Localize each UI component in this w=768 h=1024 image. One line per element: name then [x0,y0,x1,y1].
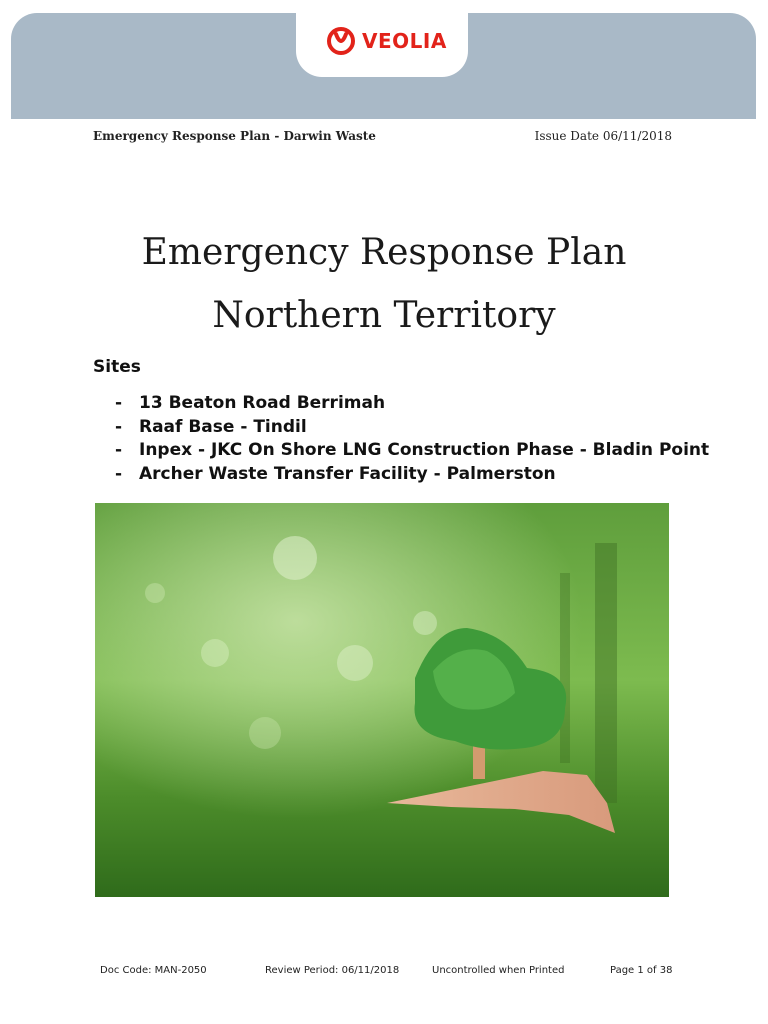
issue-date: Issue Date 06/11/2018 [534,129,672,143]
site-name: Archer Waste Transfer Facility - Palmerston [139,463,556,484]
sites-heading: Sites [93,357,141,377]
document-title: Emergency Response Plan - Darwin Waste [93,129,376,143]
list-item: - 13 Beaton Road Berrimah [93,392,709,416]
site-name: Raaf Base - Tindil [139,416,307,437]
veolia-logo [326,26,447,56]
hand-holding-paper-tree-image [95,503,669,897]
list-item: - Raaf Base - Tindil [93,416,709,440]
veolia-logo-icon [326,26,356,56]
page-title: Emergency Response Plan [141,232,627,273]
footer-control-notice: Uncontrolled when Printed [432,965,565,976]
cover-photo [95,503,669,897]
brand-name: VEOLIA [362,29,447,53]
footer-page-number: Page 1 of 38 [610,965,673,976]
site-name: 13 Beaton Road Berrimah [139,393,386,413]
list-item: - Archer Waste Transfer Facility - Palmerston [93,463,709,487]
footer-doc-code: Doc Code: MAN-2050 [100,965,207,976]
footer-review-period: Review Period: 06/11/2018 [265,965,400,976]
list-item: - Inpex - JKC On Shore LNG Construction Phase - Bladin Point [93,439,709,463]
sites-list [93,392,709,486]
page-subtitle: Northern Territory [212,295,556,336]
site-name: Inpex - JKC On Shore LNG Construction Phase - Bladin Point [139,440,710,460]
